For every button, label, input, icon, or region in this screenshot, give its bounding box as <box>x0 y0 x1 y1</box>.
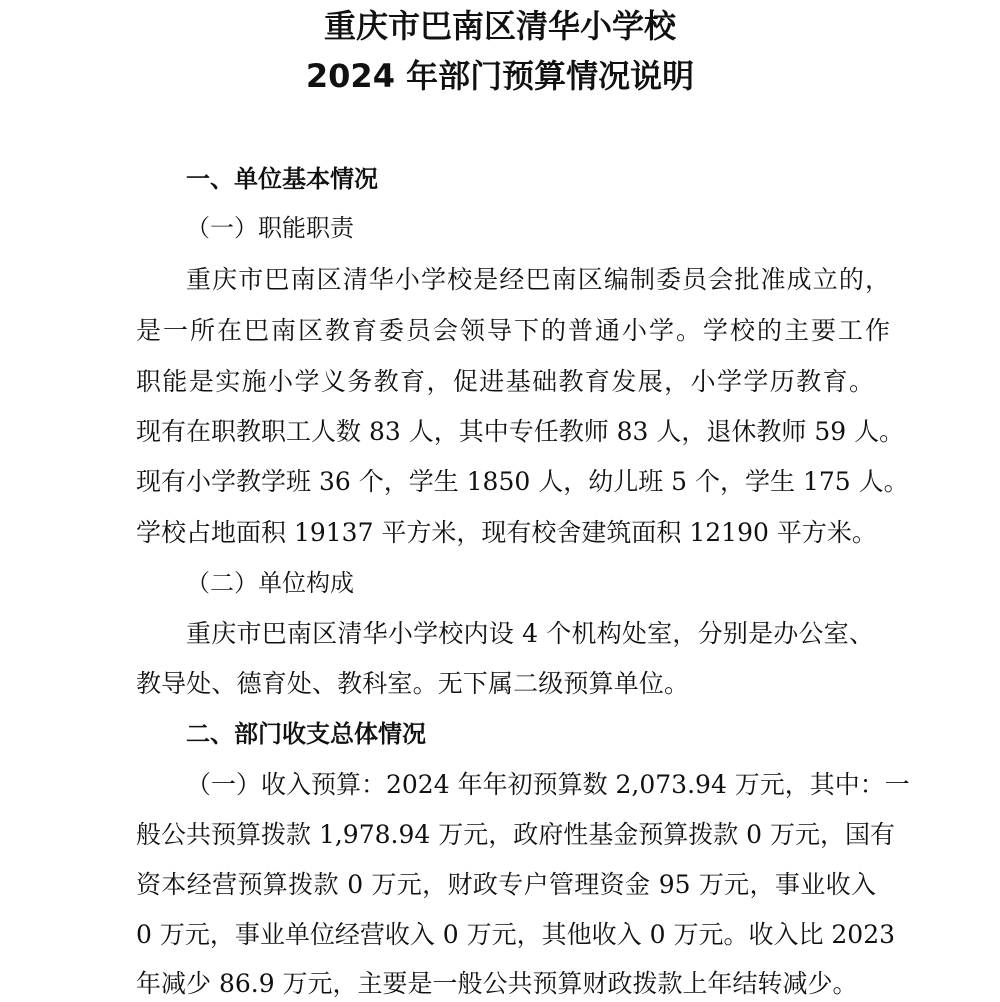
document-title-line-2: 2024 年部门预算情况说明 <box>305 57 695 95</box>
paragraph-line: （一）收入预算：2024 年年初预算数 2,073.94 万元，其中：一 <box>186 770 910 799</box>
paragraph-line: 职能是实施小学义务教育，促进基础教育发展，小学学历教育。 <box>136 367 874 396</box>
paragraph-line: 重庆市巴南区清华小学校内设 4 个机构处室，分别是办公室、 <box>186 619 874 648</box>
section-1-2-heading: （二）单位构成 <box>186 569 354 597</box>
paragraph-line: 现有小学教学班 36 个，学生 1850 人，幼儿班 5 个，学生 175 人。 <box>136 467 909 496</box>
paragraph-line: 教导处、德育处、教科室。无下属二级预算单位。 <box>136 669 689 698</box>
section-1-1-heading: （一）职能职责 <box>186 214 354 242</box>
paragraph-line: 是一所在巴南区教育委员会领导下的普通小学。学校的主要工作 <box>136 316 890 345</box>
section-2-heading: 二、部门收支总体情况 <box>186 720 426 748</box>
paragraph-line: 现有在职教职工人数 83 人，其中专任教师 83 人，退休教师 59 人。 <box>136 417 905 446</box>
paragraph-line: 0 万元，事业单位经营收入 0 万元，其他收入 0 万元。收入比 2023 <box>136 920 896 949</box>
paragraph-line: 般公共预算拨款 1,978.94 万元，政府性基金预算拨款 0 万元，国有 <box>136 820 896 849</box>
paragraph-line: 学校占地面积 19137 平方米，现有校舍建筑面积 12190 平方米。 <box>136 518 877 547</box>
paragraph-line: 年减少 86.9 万元，主要是一般公共预算财政拨款上年结转减少。 <box>136 969 858 998</box>
section-1-heading: 一、单位基本情况 <box>186 165 378 193</box>
paragraph-line: 资本经营预算拨款 0 万元，财政专户管理资金 95 万元，事业收入 <box>136 870 876 899</box>
paragraph-line: 重庆市巴南区清华小学校是经巴南区编制委员会批准成立的， <box>186 265 890 294</box>
document-title-line-1: 重庆市巴南区清华小学校 <box>323 7 676 45</box>
